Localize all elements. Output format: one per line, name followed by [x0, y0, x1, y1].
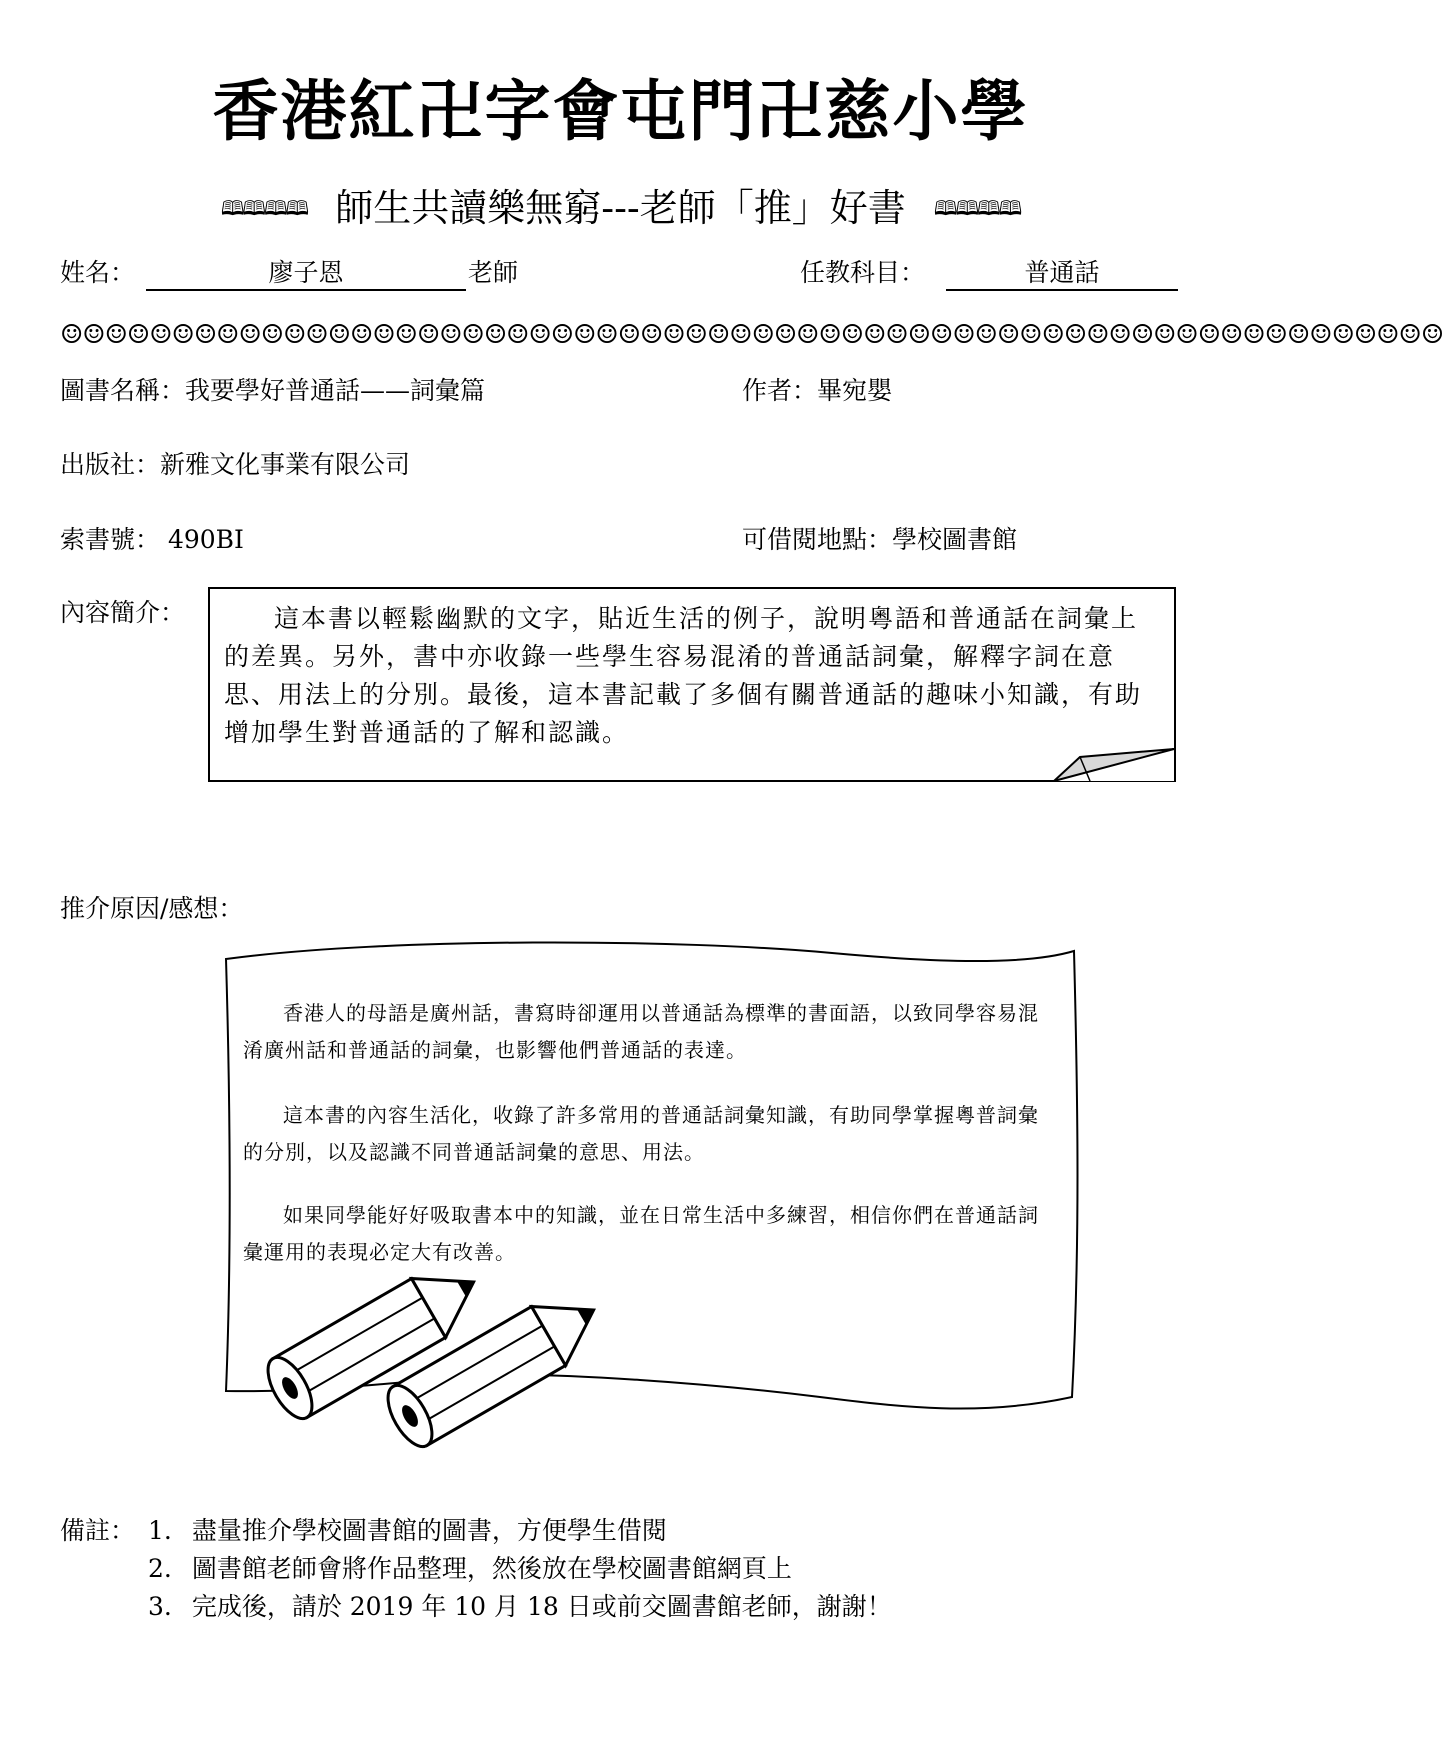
- pencils-icon: [240, 1260, 570, 1450]
- note-item-1: [148, 1518, 667, 1543]
- note-text: 盡量推介學校圖書館的圖書，方便學生借閱: [191, 1516, 667, 1545]
- recommendation-paragraph-2: 這本書的內容生活化，收錄了許多常用的普通話詞彙知識，有助同學掌握粵普詞彙的分別，以及認識不同普通話詞彙的意思、用法。: [243, 1103, 1039, 1164]
- book-icon: 🕮🕮🕮🕮: [220, 195, 308, 220]
- subtitle: 師生共讀樂無窮---老師「推」好書: [335, 185, 906, 230]
- teacher-title: 老師: [468, 258, 519, 287]
- recommendation-paragraph-1: 香港人的母語是廣州話，書寫時卻運用以普通話為標準的書面語，以致同學容易混淆廣州話和普通話的詞彙，也影響他們普通話的表達。: [243, 1001, 1039, 1062]
- book-title: 我要學好普通話——詞彙篇: [185, 376, 486, 405]
- note-number: 1.: [148, 1516, 172, 1545]
- recommendation-paragraph-3: 如果同學能好好吸取書本中的知識，並在日常生活中多練習，相信你們在普通話詞彙運用的表現必定大有改善。: [243, 1203, 1039, 1264]
- teacher-name-field: 廖子恩: [146, 260, 466, 291]
- publisher-row: [60, 452, 410, 477]
- book-title-label: 圖書名稱：: [60, 376, 186, 405]
- notes-label: 備註：: [60, 1516, 136, 1545]
- name-label: 姓名：: [60, 258, 136, 287]
- call-number: 490BI: [167, 525, 244, 554]
- author: 畢宛嬰: [817, 376, 893, 405]
- book-title-row: [60, 378, 485, 403]
- note-text: 圖書館老師會將作品整理，然後放在學校圖書館網頁上: [191, 1554, 792, 1583]
- note-number: 3.: [148, 1592, 172, 1621]
- call-number-label: 索書號：: [60, 525, 161, 554]
- note-item-2: [148, 1556, 792, 1581]
- smiley-divider: ☺☺☺☺☺☺☺☺☺☺☺☺☺☺☺☺☺☺☺☺☺☺☺☺☺☺☺☺☺☺☺☺☺☺☺☺☺☺☺☺☺☺☺☺☺☺☺☺☺☺☺☺☺☺☺☺☺☺☺☺☺☺: [60, 320, 1443, 350]
- intro-label: 內容簡介：: [60, 598, 186, 627]
- subject-field: 普通話: [946, 260, 1178, 291]
- author-row: [742, 378, 892, 403]
- school-name: 香港紅卍字會屯門卍慈小學: [212, 72, 1029, 150]
- note-item-3: [148, 1594, 892, 1619]
- location: 學校圖書館: [892, 525, 1018, 554]
- book-icon: 🕮🕮🕮🕮: [933, 195, 1021, 220]
- intro-text: 這本書以輕鬆幽默的文字，貼近生活的例子，說明粵語和普通話在詞彙上的差異。另外，書中亦收錄一些學生容易混淆的普通話詞彙，解釋字詞在意思、用法上的分別。最後，這本書記載了多個有關普通話的趣味小知識，有助增加學生對普通話的了解和認識。: [224, 604, 1143, 747]
- location-label: 可借閱地點：: [742, 525, 893, 554]
- publisher: 新雅文化事業有限公司: [160, 450, 411, 479]
- call-number-row: [60, 527, 244, 552]
- publisher-label: 出版社：: [60, 450, 161, 479]
- note-number: 2.: [148, 1554, 172, 1583]
- recommendation-label: 推介原因/感想：: [60, 894, 244, 923]
- subtitle-row: [0, 185, 1241, 230]
- author-label: 作者：: [742, 376, 818, 405]
- location-row: [742, 527, 1017, 552]
- note-text: 完成後，請於 2019 年 10 月 18 日或前交圖書館老師，謝謝！: [191, 1592, 892, 1621]
- subject-label: 任教科目：: [800, 258, 926, 287]
